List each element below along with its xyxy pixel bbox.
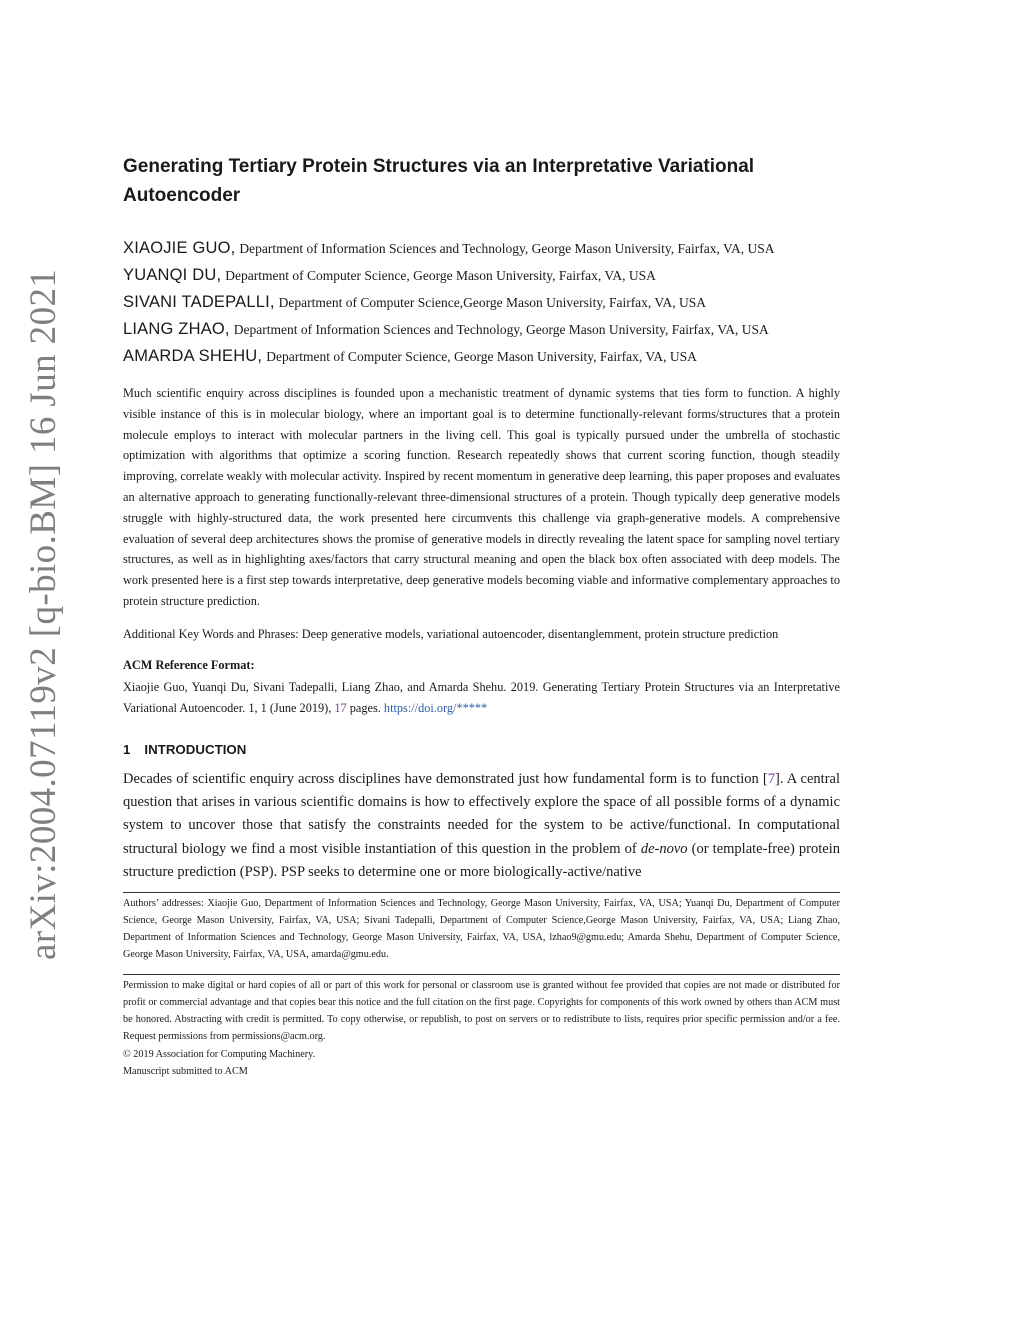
author-line bbox=[123, 265, 656, 286]
pages-link[interactable]: 17 bbox=[334, 700, 347, 715]
author-line bbox=[123, 346, 697, 367]
author-name: LIANG ZHAO, bbox=[123, 320, 230, 338]
pages-suffix: pages. bbox=[346, 700, 384, 715]
citation-link[interactable]: 7 bbox=[767, 771, 775, 787]
arxiv-identifier-stamp: arXiv:2004.07119v2 [q-bio.BM] 16 Jun 2021 bbox=[23, 268, 64, 960]
manuscript-notice: Manuscript submitted to ACM bbox=[123, 1066, 248, 1077]
author-affiliation: Department of Computer Science,George Mason University, Fairfax, VA, USA bbox=[278, 295, 706, 310]
author-affiliation: Department of Information Sciences and Technology, George Mason University, Fairfax, VA, USA bbox=[239, 241, 775, 256]
section-title: INTRODUCTION bbox=[144, 742, 247, 757]
doi-link[interactable]: https://doi.org/***** bbox=[383, 700, 488, 715]
author-line bbox=[123, 319, 769, 340]
copyright-notice: © 2019 Association for Computing Machinery. bbox=[123, 1049, 316, 1060]
author-name: XIAOJIE GUO, bbox=[123, 239, 236, 257]
acm-reference-heading: ACM Reference Format: bbox=[123, 658, 255, 672]
author-affiliation: Department of Information Sciences and Technology, George Mason University, Fairfax, VA, USA bbox=[233, 322, 769, 337]
keywords: Additional Key Words and Phrases: Deep generative models, variational autoencoder, disentanglemment, protein structure prediction bbox=[123, 627, 779, 641]
intro-emphasis: de-novo bbox=[640, 840, 688, 857]
author-affiliation: Department of Computer Science, George Mason University, Fairfax, VA, USA bbox=[225, 268, 656, 283]
intro-text: Decades of scientific enquiry across disciplines have demonstrated just how fundamental form is to function [ bbox=[123, 771, 768, 787]
footnote-divider bbox=[123, 892, 840, 893]
author-name: AMARDA SHEHU, bbox=[123, 347, 263, 365]
paper-title: Generating Tertiary Protein Structures via an Interpretative Variational Autoencoder bbox=[123, 156, 755, 206]
section-number: 1 bbox=[123, 742, 131, 757]
permission-notice: Permission to make digital or hard copies of all or part of this work for personal or classroom use is granted without fee provided that copies are not made or distributed for profit or commercial advantage and that copies bear this notice and the full citation on the first page. Copyrights for components of this work owned by others than ACM must be honored. Abstracting with credit is permitted. To copy otherwise, or republish, to post on servers or to redistribute to lists, requires prior specific permission and/or a fee. Request permissions from permissions@acm.org. bbox=[123, 980, 840, 1042]
acm-reference-citation: Xiaojie Guo, Yuanqi Du, Sivani Tadepalli, Liang Zhao, and Amarda Shehu. 2019. Generating Tertiary Protein Structures via an Interpretative Variational Autoencoder. 1, 1 (June 2019), bbox=[123, 680, 840, 715]
author-line bbox=[123, 292, 706, 313]
abstract: Much scientific enquiry across disciplines is founded upon a mechanistic treatment of dynamic systems that ties form to function. A highly visible instance of this is in molecular biology, where an important goal is to determine functionally-relevant forms/structures that a protein molecule employs to interact with molecular partners in the living cell. This goal is typically pursued under the umbrella of stochastic optimization with algorithms that optimize a scoring function. Research repeatedly shows that current scoring function, though steadily improving, correlate weakly with molecular activity. Inspired by recent momentum in generative deep learning, this paper proposes and evaluates an alternative approach to generating functionally-relevant three-dimensional structures of a protein. Though typically deep generative models struggle with highly-structured data, the work presented here circumvents this challenge via graph-generative models. A comprehensive evaluation of several deep architectures shows the promise of generative models in directly revealing the latent space for sampling novel tertiary structures, as well as in highlighting axes/factors that carry structural meaning and open the black box often associated with deep models. The work presented here is a first step towards interpretative, deep generative models becoming viable and informative complementary approaches to protein structure prediction. bbox=[123, 386, 840, 608]
author-affiliation: Department of Computer Science, George Mason University, Fairfax, VA, USA bbox=[266, 349, 697, 364]
permission-divider bbox=[123, 974, 840, 975]
authors-addresses-footnote: Authors’ addresses: Xiaojie Guo, Department of Information Sciences and Technology, George Mason University, Fairfax, VA, USA; Yuanqi Du, Department of Computer Science, George Mason University, Fairfax, VA, USA; Sivani Tadepalli, Department of Computer Science,George Mason University, Fairfax, VA, USA; Liang Zhao, Department of Information Sciences and Technology, George Mason University, Fairfax, VA, USA, lzhao9@gmu.edu; Amarda Shehu, Department of Computer Science, George Mason University, Fairfax, VA, USA, amarda@gmu.edu. bbox=[123, 898, 840, 960]
acm-reference-text bbox=[123, 677, 840, 718]
author-line bbox=[123, 238, 775, 259]
author-name: YUANQI DU, bbox=[123, 266, 222, 284]
intro-text: ]. A central question that arises in various scientific domains is how to effectively explore the space of all possible forms of a dynamic system to uncover those that satisfy the constraints needed for the system to be active/functional. In computational structural biology we find a most visible instantiation of this question in the problem of bbox=[123, 771, 840, 857]
intro-text: (or template-free) protein structure prediction (PSP). PSP seeks to determine one or more biologically-active/native bbox=[123, 840, 840, 880]
author-name: SIVANI TADEPALLI, bbox=[123, 293, 275, 311]
introduction-paragraph bbox=[123, 768, 840, 884]
section-heading bbox=[123, 741, 246, 759]
